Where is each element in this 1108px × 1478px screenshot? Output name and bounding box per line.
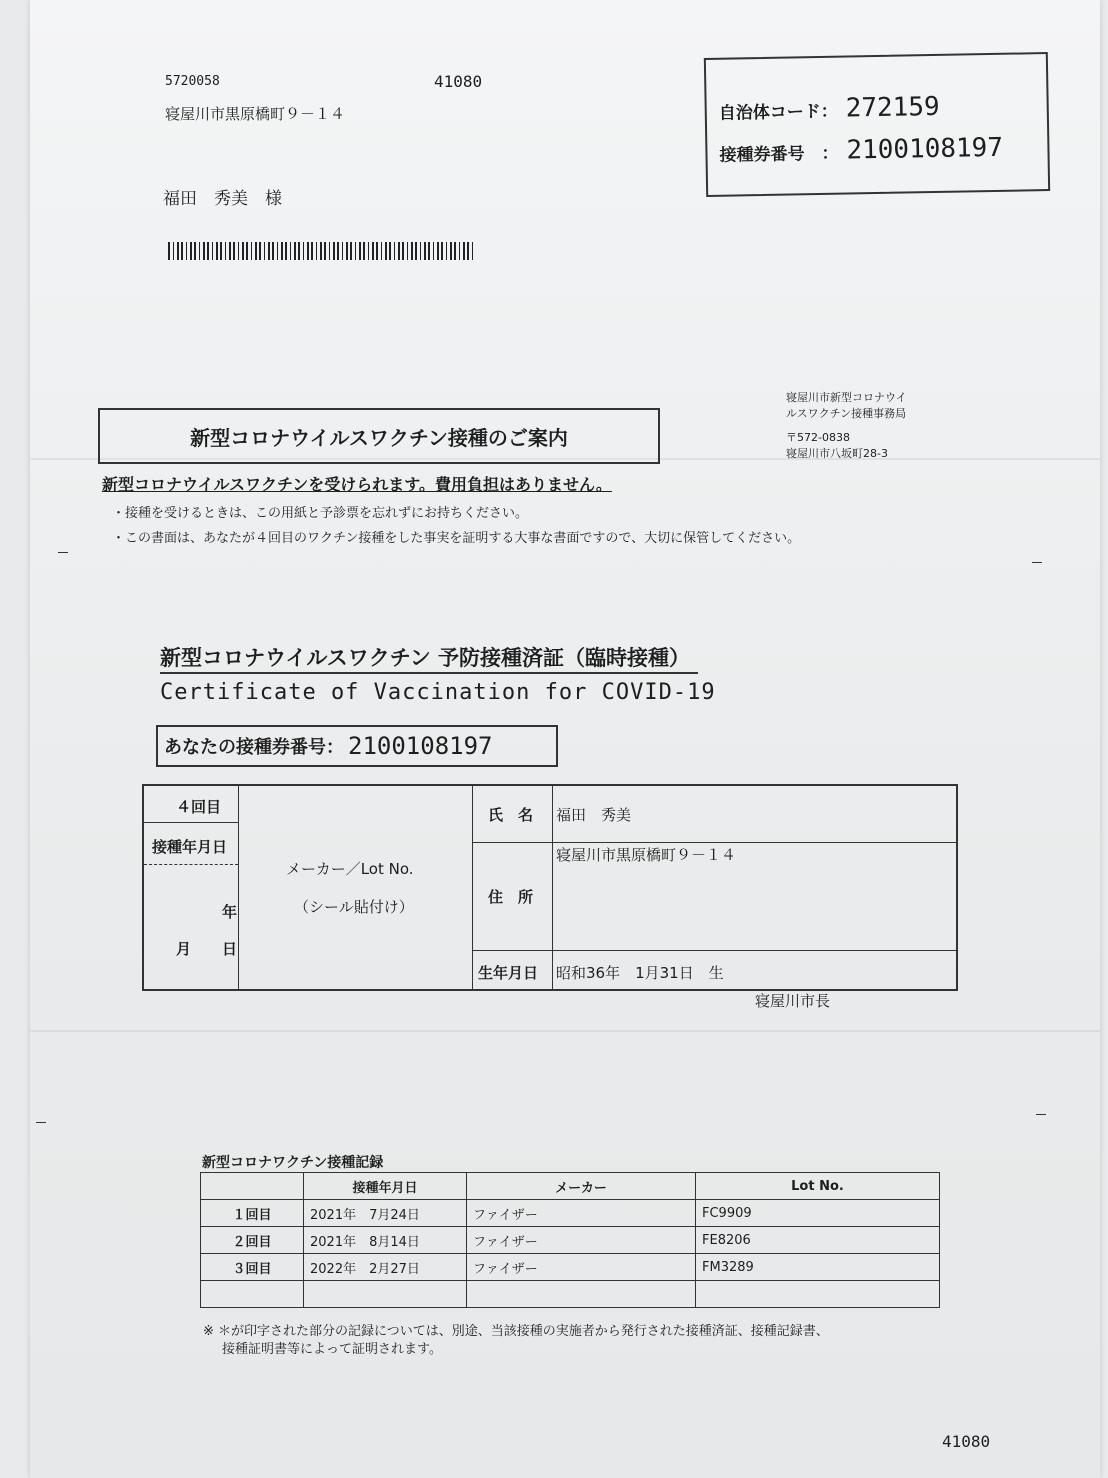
address-label: 住 所 [488,888,534,906]
date-label: 接種年月日 [152,838,228,856]
date-cell: 2021年 7月24日 [304,1200,467,1227]
ticket-number: 2100108197 [846,132,1004,166]
dose-cell: ３回目 [201,1254,304,1281]
certificate-table [142,784,958,991]
maker-cell: ファイザー [467,1200,696,1227]
lot-cell: FM3289 [696,1254,940,1281]
lot-cell [696,1281,940,1308]
table-row [201,1254,940,1281]
fold-mark [36,1122,46,1123]
postal-code: 5720058 [165,74,220,89]
sender-postal: 〒572-0838 [786,431,850,444]
notice-bullet: ・接種を受けるときは、この用紙と予診票を忘れずにお持ちください。 [112,506,529,521]
fold-mark [1032,562,1042,563]
code-box [704,52,1050,197]
maker-label: メーカー／Lot No. [286,860,414,878]
certificate-title: 新型コロナウイルスワクチン 予防接種済証（臨時接種） [160,642,698,674]
dose-label: ４回目 [176,798,222,816]
dob-label: 生年月日 [478,964,539,982]
record-note: 接種証明書等によって証明されます。 [222,1342,442,1357]
table-row [201,1281,940,1308]
fold-mark [1036,1114,1046,1115]
sender-address: 寝屋川市八坂町28-3 [786,447,888,460]
maker-cell [467,1281,696,1308]
recipient-name: 福田 秀美 様 [163,189,282,209]
sender-line: 寝屋川市新型コロナウイ [786,391,907,404]
table-row [201,1227,940,1254]
table-header-row [201,1173,940,1200]
lot-cell: FE8206 [696,1227,940,1254]
municipality-code: 272159 [845,91,940,124]
sticker-label: （シール貼付け） [294,898,414,916]
day-label: 日 [222,940,238,958]
notice-title: 新型コロナウイルスワクチン接種のご案内 [98,408,660,464]
fold-mark [58,552,68,553]
year-label: 年 [222,903,238,921]
month-label: 月 [176,940,192,958]
column-header: メーカー [467,1173,696,1200]
column-header: Lot No. [696,1173,940,1200]
fold-line [30,1030,1100,1032]
lot-cell: FC9909 [696,1200,940,1227]
address-value: 寝屋川市黒原橋町９－１４ [556,846,737,864]
dose-cell: ２回目 [201,1227,304,1254]
mayor-title: 寝屋川市長 [755,992,831,1010]
date-cell: 2022年 2月27日 [304,1254,467,1281]
municipality-code-label: 自治体コード： [718,101,838,124]
name-label: 氏 名 [488,806,534,824]
ticket-number-label: 接種券番号 ： [719,143,839,166]
ticket-label: あなたの接種券番号： [164,737,344,758]
column-header: 接種年月日 [304,1173,467,1200]
vaccination-record-table [200,1172,940,1308]
postal-barcode [168,242,474,260]
name-value: 福田 秀美 [556,806,632,824]
maker-cell: ファイザー [467,1227,696,1254]
ticket-number-box [156,725,558,767]
maker-cell: ファイザー [467,1254,696,1281]
column-header [201,1173,304,1200]
certificate-title-en: Certificate of Vaccination for COVID-19 [160,680,716,705]
date-cell [304,1281,467,1308]
notice-headline: 新型コロナウイルスワクチンを受けられます。費用負担はありません。 [102,475,612,494]
table-row [201,1200,940,1227]
sender-line: ルスワクチン接種事務局 [786,407,907,420]
dose-cell: １回目 [201,1200,304,1227]
dob-value: 昭和36年 1月31日 生 [556,964,724,982]
footer-serial: 41080 [942,1432,991,1451]
dose-cell [201,1281,304,1308]
recipient-address: 寝屋川市黒原橋町９－１４ [165,105,346,123]
ticket-number: 2100108197 [348,732,493,760]
record-title: 新型コロナワクチン接種記録 [202,1155,384,1171]
sender-block [786,390,907,462]
record-note: ※ ＊が印字された部分の記録については、別途、当該接種の実施者から発行された接種済証、接種記録書、 [203,1324,829,1339]
serial-number: 41080 [434,72,483,91]
notice-bullet: ・この書面は、あなたが４回目のワクチン接種をした事実を証明する大事な書面ですので、大切に保管してください。 [112,531,801,546]
date-cell: 2021年 8月14日 [304,1227,467,1254]
